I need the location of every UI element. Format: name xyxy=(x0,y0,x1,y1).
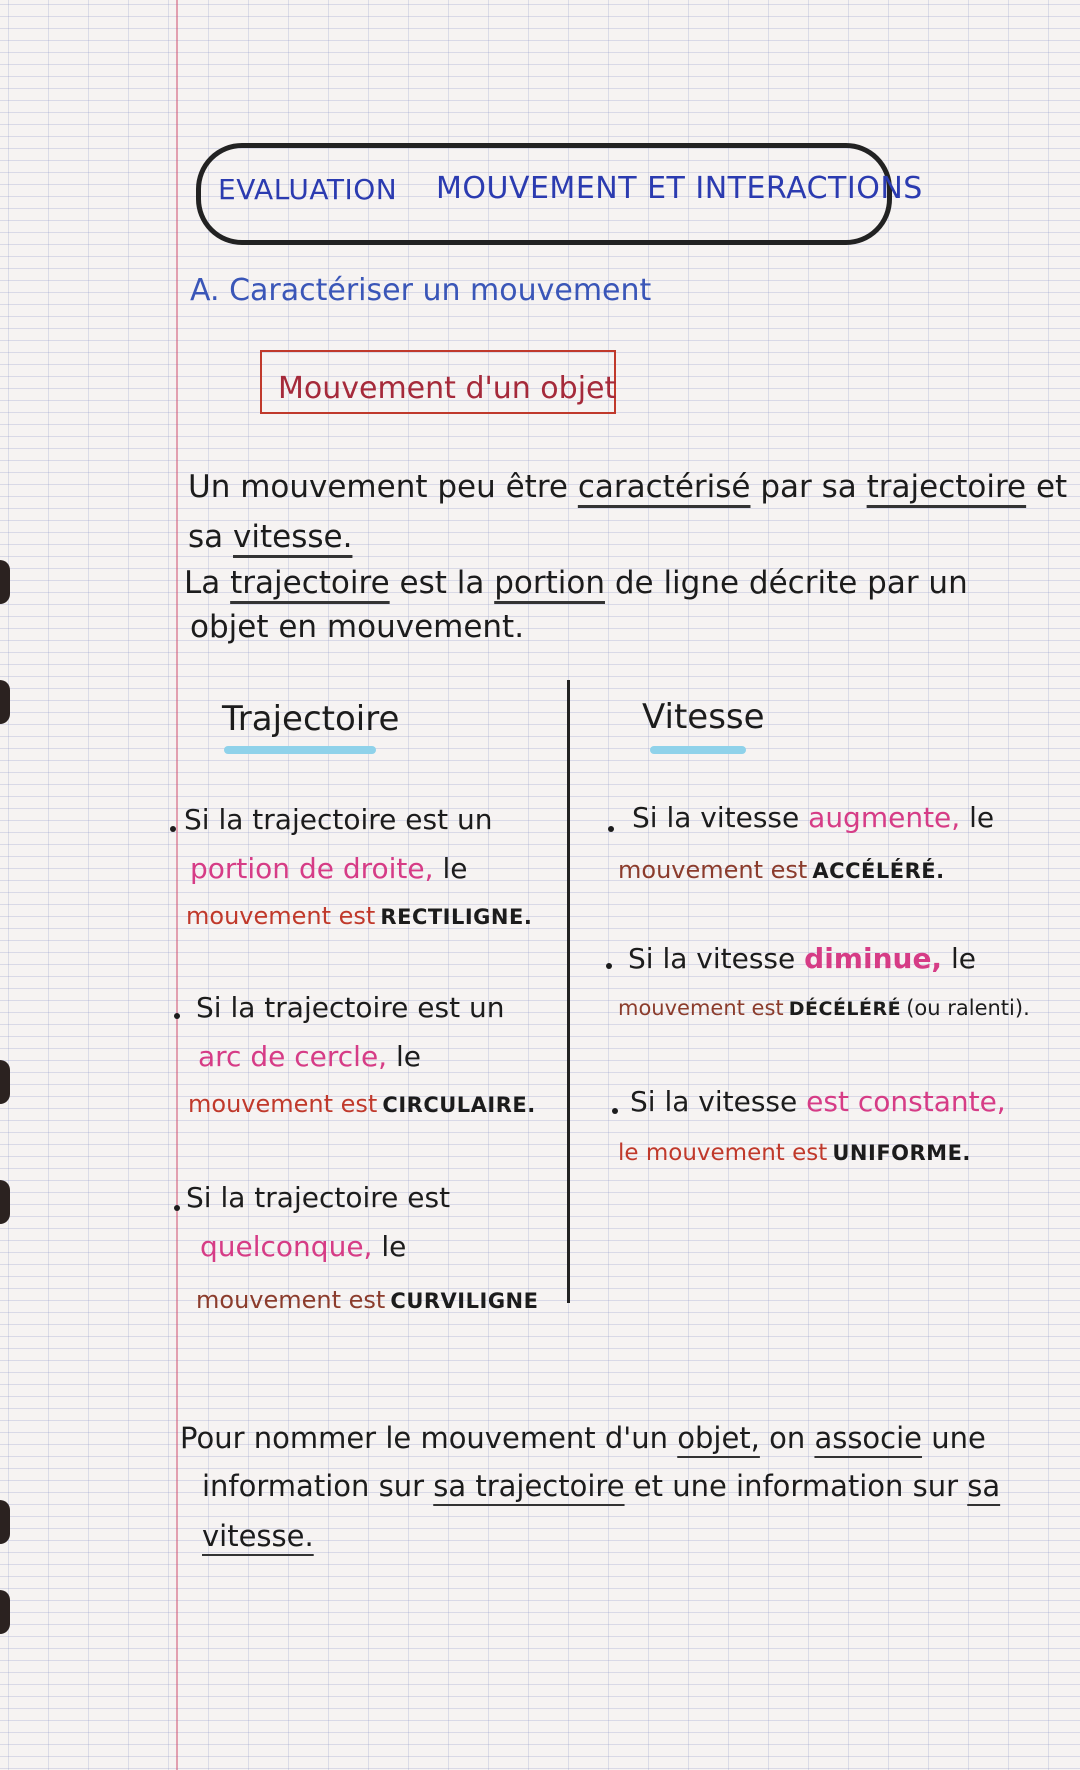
bullet xyxy=(174,1205,180,1211)
traj-item-3-text: mouvement est xyxy=(196,1286,386,1314)
intro-text: est la xyxy=(399,565,485,601)
binder-hole xyxy=(0,1590,10,1634)
conclusion-text-underlined: vitesse. xyxy=(202,1519,314,1553)
traj-item-1-line-1: Si la trajectoire est un xyxy=(184,803,493,836)
vit-item-1-line-1 xyxy=(632,801,995,834)
vit-item-2-result: DÉCÉLÉRÉ xyxy=(788,998,902,1020)
vit-item-1-result: ACCÉLÉRÉ. xyxy=(812,859,945,883)
vit-item-1-text: Si la vitesse xyxy=(632,801,800,834)
intro-line-3 xyxy=(184,565,968,601)
vit-item-2-text: Si la vitesse xyxy=(628,942,796,975)
vit-item-2-line-2 xyxy=(618,998,1030,1019)
conclusion-text: on xyxy=(769,1421,806,1455)
intro-line-4: objet en mouvement. xyxy=(190,609,525,645)
vit-item-1-color-text: augmente, xyxy=(808,801,961,834)
vitesse-highlight xyxy=(650,746,746,754)
binder-hole xyxy=(0,1500,10,1544)
intro-text: de ligne décrite par un xyxy=(614,565,968,601)
vit-item-3-text: le mouvement est xyxy=(618,1140,828,1166)
traj-item-1-color-text: portion de droite, xyxy=(190,852,434,885)
traj-item-2-color-text: arc de cercle, xyxy=(198,1040,388,1073)
margin-line xyxy=(176,0,178,1770)
intro-text-underlined: trajectoire xyxy=(866,469,1027,505)
intro-text-underlined: caractérisé xyxy=(577,469,751,505)
conclusion-text: information sur xyxy=(202,1469,425,1503)
vit-item-3-result: UNIFORME. xyxy=(832,1141,971,1165)
traj-item-3-line-1: Si la trajectoire est xyxy=(186,1181,451,1214)
bullet xyxy=(612,1108,618,1114)
intro-text-underlined: portion xyxy=(494,565,605,601)
conclusion-line-2 xyxy=(202,1469,1001,1503)
vit-item-1-text: le xyxy=(969,801,995,834)
column-divider xyxy=(567,680,570,1303)
intro-line-2 xyxy=(188,519,353,555)
vit-item-2-text: mouvement est xyxy=(618,996,784,1020)
intro-text-underlined: vitesse. xyxy=(233,519,353,555)
intro-line-1 xyxy=(188,469,1068,505)
conclusion-line-1 xyxy=(180,1421,986,1455)
traj-item-2-result: CIRCULAIRE. xyxy=(382,1093,536,1117)
vit-item-3-line-1 xyxy=(630,1085,1006,1118)
traj-item-3-line-2 xyxy=(200,1230,407,1263)
binder-hole xyxy=(0,680,10,724)
conclusion-text-underlined: objet, xyxy=(677,1421,760,1455)
bullet xyxy=(174,1013,180,1019)
vitesse-heading: Vitesse xyxy=(642,697,765,737)
trajectoire-heading: Trajectoire xyxy=(222,699,400,739)
conclusion-text-underlined: sa xyxy=(967,1469,1001,1503)
traj-item-2-text: le xyxy=(395,1040,421,1073)
conclusion-text: une xyxy=(931,1421,986,1455)
conclusion-text-underlined: associe xyxy=(814,1421,923,1455)
trajectoire-highlight xyxy=(224,746,376,754)
vit-item-1-line-2 xyxy=(618,858,945,882)
vit-item-2-text: le xyxy=(950,942,976,975)
section-a-heading: A. Caractériser un mouvement xyxy=(190,273,652,308)
intro-text: peu être xyxy=(437,469,568,505)
traj-item-2-line-1: Si la trajectoire est un xyxy=(196,991,505,1024)
intro-text: et xyxy=(1035,469,1068,505)
binder-hole xyxy=(0,1180,10,1224)
binder-hole xyxy=(0,1060,10,1104)
intro-text: par sa xyxy=(760,469,857,505)
traj-item-3-line-3 xyxy=(196,1288,538,1312)
traj-item-3-color-text: quelconque, xyxy=(200,1230,373,1263)
vit-item-2-note: (ou ralenti). xyxy=(906,996,1030,1020)
intro-text-underlined: trajectoire xyxy=(230,565,390,601)
conclusion-text-underlined: sa trajectoire xyxy=(433,1469,625,1503)
traj-item-1-result: RECTILIGNE. xyxy=(380,905,533,929)
binder-holes xyxy=(0,0,16,1770)
vit-item-3-color-text: est constante, xyxy=(806,1085,1006,1118)
traj-item-1-line-2 xyxy=(190,852,468,885)
bullet xyxy=(606,963,612,969)
traj-item-1-line-3 xyxy=(186,904,532,928)
title-evaluation: EVALUATION xyxy=(218,173,398,206)
boxed-title: Mouvement d'un objet xyxy=(278,371,617,406)
traj-item-1-text: mouvement est xyxy=(186,902,376,930)
vit-item-2-line-1 xyxy=(628,942,976,975)
intro-text: sa xyxy=(188,519,224,555)
vit-item-1-text: mouvement est xyxy=(618,856,808,884)
traj-item-1-text: le xyxy=(442,852,468,885)
vit-item-3-line-2 xyxy=(618,1142,971,1165)
traj-item-3-result: CURVILIGNE xyxy=(390,1289,539,1313)
intro-text: La xyxy=(184,565,221,601)
traj-item-2-text: mouvement est xyxy=(188,1090,378,1118)
bullet xyxy=(608,826,614,832)
traj-item-2-line-3 xyxy=(188,1092,536,1116)
title-chapter: MOUVEMENT ET INTERACTIONS xyxy=(436,171,923,206)
traj-item-3-text: le xyxy=(381,1230,407,1263)
traj-item-2-line-2 xyxy=(198,1040,421,1073)
vit-item-2-color-text: diminue, xyxy=(804,942,943,975)
conclusion-line-3 xyxy=(202,1519,314,1553)
conclusion-text: et une information sur xyxy=(633,1469,959,1503)
conclusion-text: Pour nommer le mouvement d'un xyxy=(180,1421,669,1455)
vit-item-3-text: Si la vitesse xyxy=(630,1085,798,1118)
intro-text: Un mouvement xyxy=(188,469,428,505)
binder-hole xyxy=(0,560,10,604)
bullet xyxy=(170,826,176,832)
